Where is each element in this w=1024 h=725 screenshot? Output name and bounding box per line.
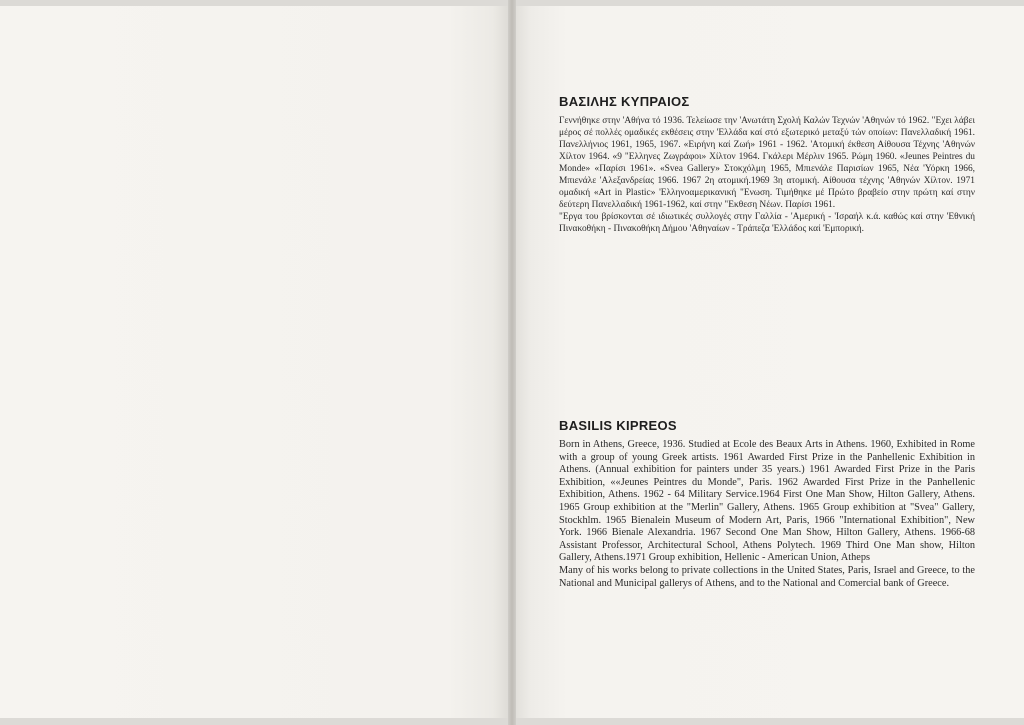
greek-collections-text: "Εργα του βρίσκονται σέ ιδιωτικές συλλογές στην Γαλλία - 'Αμερική - 'Ισραήλ κ.ά. καθώς καί στην 'Εθνική Πινακοθήκη - Πινακοθήκη Δήμου 'Αθηναίων - Τράπεζα 'Ελλάδος καί 'Εμπορική. [559, 212, 975, 234]
english-biography-text: Born in Athens, Greece, 1936. Studied at Ecole des Beaux Arts in Athens. 1960, Exhibited in Rome with a group of young Greek artists. 1961 Awarded First Prize in the Panhellenic Exhibition in Athens. (Annual exhibition for painters under 35 years.) 1961 Awarded First Prize in the Paris Exhibition, ««Jeunes Peintres du Monde", Paris. 1962 Awarded First Prize in the Panhellenic Exhibition, Athens. 1962 - 64 Military Service.1964 First One Man Show, Hilton Gallery, Athens. 1965 Group exhibition at the "Merlin" Gallery, Athens. 1965 Group exhibition at "Svea" Gallery, Stockhlm. 1965 Bienalein Museum of Modern Art, Paris, 1966 "International Exhibition", New York. 1966 Bienale Alexandria. 1967 Second One Man Show, Hilton Gallery, Athens. 1966-68 Assistant Professor, Architectural School, Athens Polytech. 1969 Third One Man show, Hilton Gallery, Athens.1971 Group exhibition, Hellenic - American Union, Atheps [559, 439, 975, 564]
greek-artist-name: ΒΑΣΙΛΗΣ ΚΥΠΡΑΙΟΣ [559, 94, 690, 109]
left-page [0, 6, 508, 718]
greek-biography-section [559, 94, 975, 235]
english-collections-text: Many of his works belong to private collections in the United States, Paris, Israel and Greece, to the National and Municipal gallerys of Athens, and to the National and Comercial bank of Greece. [559, 564, 975, 589]
english-artist-name: BASILIS KIPREOS [559, 418, 677, 433]
page-gutter [508, 0, 516, 725]
english-biography-section [559, 418, 975, 590]
greek-biography-text: Γεννήθηκε στην 'Αθήνα τό 1936. Τελείωσε την 'Ανωτάτη Σχολή Καλών Τεχνών 'Αθηνών τό 1962. "Εχει λάβει μέρος σέ πολλές ομαδικές εκθέσεις στην 'Ελλάδα καί στό εξωτερικό μεταξύ τών οποίων: Πανελλαδική 1961. Πανελλήνιος 1961, 1965, 1967. «Ειρήνη καί Ζωή» 1961 - 1962. 'Ατομική έκθεση Αίθουσα Τέχνης 'Αθηνών Χίλτον 1964. «9 "Ελληνες Ζωγράφοι» Χίλτον 1964. Γκάλερι Μέρλιν 1965. Ρώμη 1960. «Jeunes Peintres du Monde» «Παρίσι 1961». «Svea Gallery» Στοκχόλμη 1965, Μπιενάλε Παρισίων 1965, Νέα 'Υόρκη 1966, Μπιενάλε 'Αλεξανδρείας 1966. 1967 2η ατομική.1969 3η ατομική. Αίθουσα τέχνης 'Αθηνών Χίλτον. 1971 ομαδική «Art in Plastic» 'Ελληνοαμερικανική "Ενωση. Τιμήθηκε μέ Πρώτο βραβείο στην πρώτη καί στην δεύτερη Πανελλαδική 1961-1962, καί στην "Εκθεση Νέων. Παρίσι 1961. [559, 116, 975, 210]
